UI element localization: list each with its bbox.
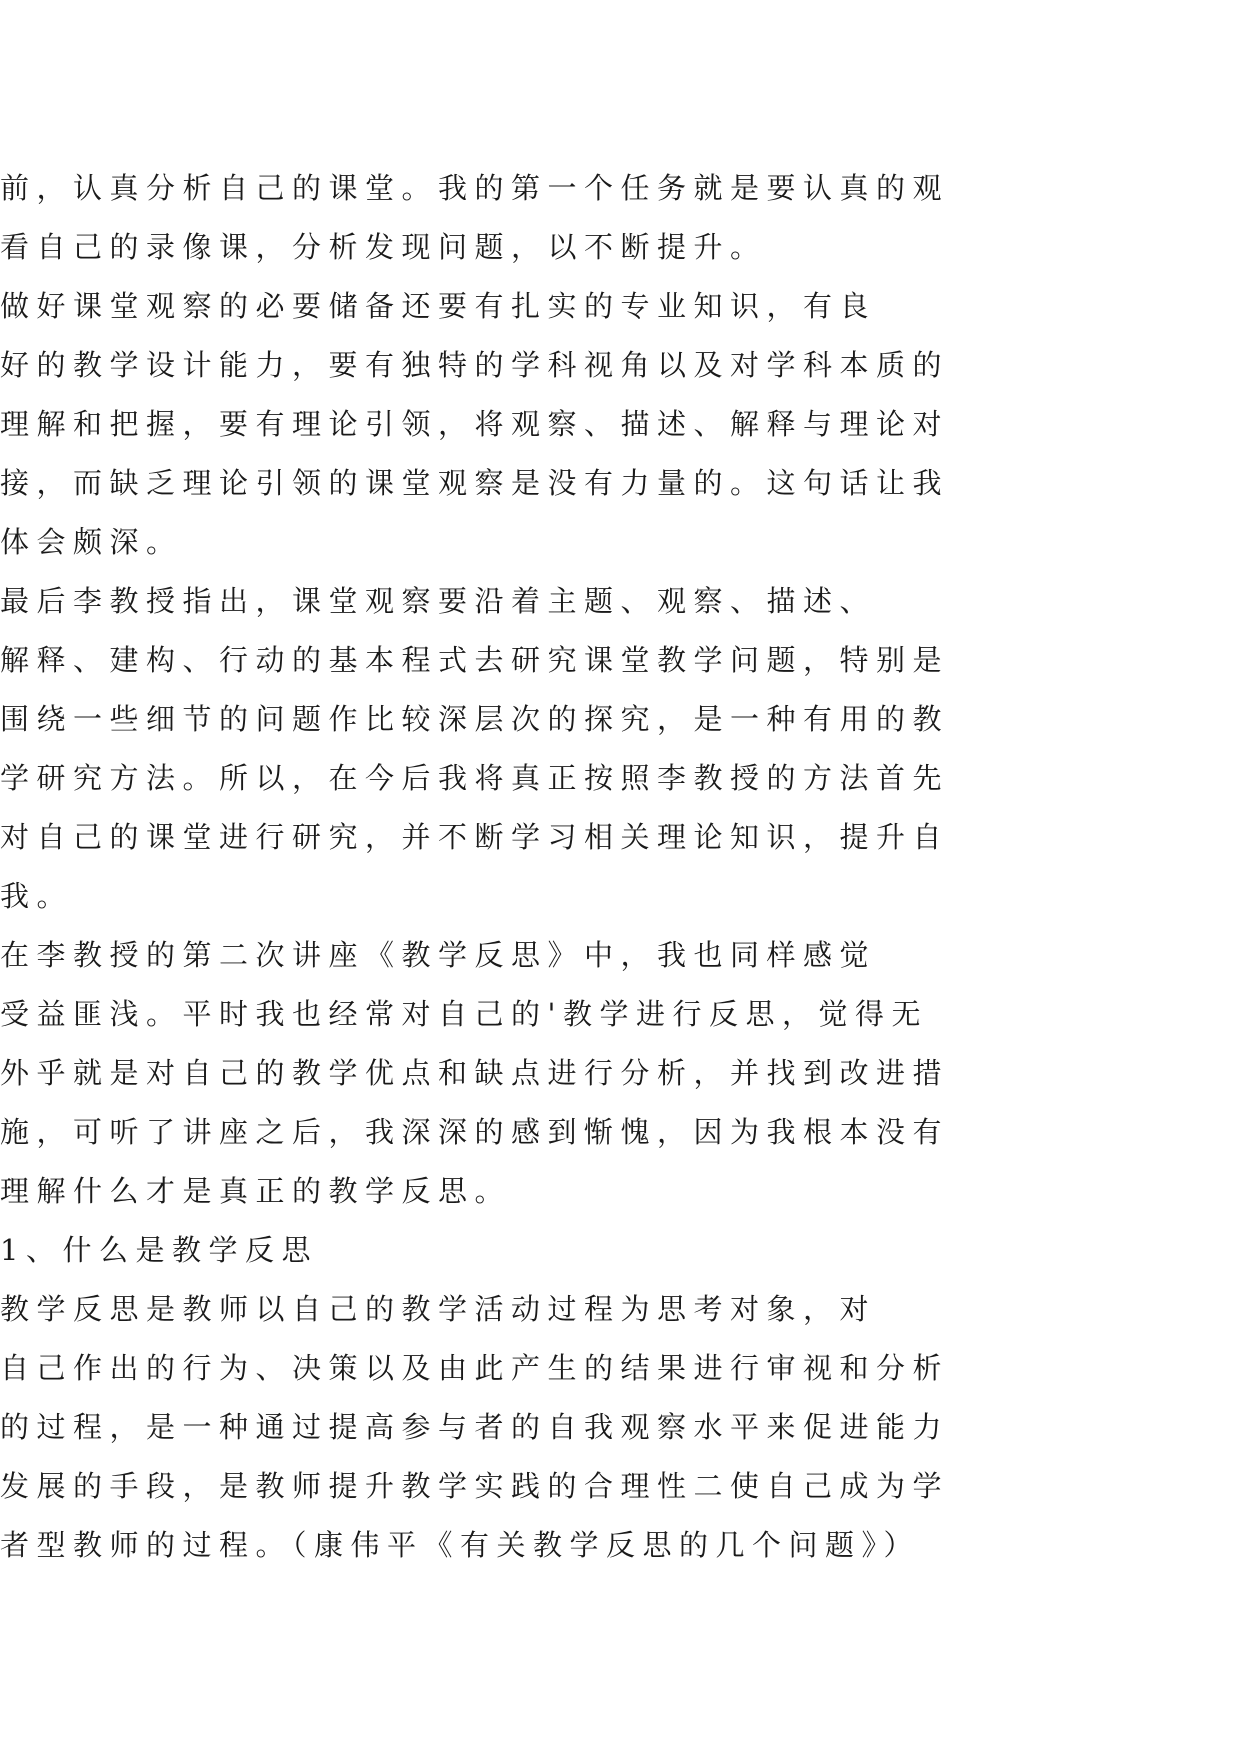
text-line — [0, 454, 1241, 513]
text-line — [0, 808, 1241, 867]
text-line-content: 学研究方法。所以，在今后我将真正按照李教授的方法首先 — [0, 761, 950, 795]
text-line-content: 做好课堂观察的必要储备还要有扎实的专业知识，有良 — [0, 289, 877, 323]
text-line-content: 理解和把握，要有理论引领，将观察、描述、解释与理论对 — [0, 407, 950, 441]
text-line-content: 自己作出的行为、决策以及由此产生的结果进行审视和分析 — [0, 1351, 950, 1385]
text-line — [0, 277, 1241, 336]
text-line — [0, 218, 1241, 277]
text-line-content: 解释、建构、行动的基本程式去研究课堂教学问题，特别是 — [0, 643, 950, 677]
text-line — [0, 513, 1241, 572]
text-line — [0, 749, 1241, 808]
text-line-content: 前，认真分析自己的课堂。我的第一个任务就是要认真的观 — [0, 171, 950, 205]
text-line — [0, 1280, 1241, 1339]
text-line — [0, 1162, 1241, 1221]
text-line-content: 者型教师的过程。（康伟平《有关教学反思的几个问题》） — [0, 1528, 921, 1562]
text-line — [0, 631, 1241, 690]
text-line-content: 接，而缺乏理论引领的课堂观察是没有力量的。这句话让我 — [0, 466, 950, 500]
text-line-content: 教学反思是教师以自己的教学活动过程为思考对象，对 — [0, 1292, 877, 1326]
text-line-content: 的过程，是一种通过提高参与者的自我观察水平来促进能力 — [0, 1410, 950, 1444]
text-line — [0, 159, 1241, 218]
text-line-content: 最后李教授指出，课堂观察要沿着主题、观察、描述、 — [0, 584, 877, 618]
text-line — [0, 985, 1241, 1044]
text-line — [0, 572, 1241, 631]
text-line — [0, 395, 1241, 454]
text-line — [0, 1044, 1241, 1103]
text-line — [0, 1398, 1241, 1457]
text-line — [0, 336, 1241, 395]
text-line-content: 看自己的录像课，分析发现问题，以不断提升。 — [0, 230, 767, 264]
text-line-content: 我。 — [0, 879, 74, 913]
text-line — [0, 1457, 1241, 1516]
text-line-content: 在李教授的第二次讲座《教学反思》中，我也同样感觉 — [0, 938, 877, 972]
text-line-content: 围绕一些细节的问题作比较深层次的探究，是一种有用的教 — [0, 702, 950, 736]
text-line — [0, 690, 1241, 749]
text-line — [0, 1103, 1241, 1162]
section-heading-text: 1、什么是教学反思 — [0, 1233, 318, 1267]
text-line — [0, 1516, 1241, 1575]
section-heading — [0, 1221, 1241, 1280]
text-line-content: 受益匪浅。平时我也经常对自己的'教学进行反思，觉得无 — [0, 997, 928, 1031]
text-line-content: 理解什么才是真正的教学反思。 — [0, 1174, 512, 1208]
text-line-content: 对自己的课堂进行研究，并不断学习相关理论知识，提升自 — [0, 820, 950, 854]
text-line — [0, 926, 1241, 985]
text-line-content: 体会颇深。 — [0, 525, 183, 559]
text-line — [0, 867, 1241, 926]
text-line-content: 发展的手段，是教师提升教学实践的合理性二使自己成为学 — [0, 1469, 950, 1503]
text-line-content: 好的教学设计能力，要有独特的学科视角以及对学科本质的 — [0, 348, 950, 382]
document-body — [0, 159, 1241, 1575]
text-line-content: 外乎就是对自己的教学优点和缺点进行分析，并找到改进措 — [0, 1056, 950, 1090]
text-line — [0, 1339, 1241, 1398]
text-line-content: 施，可听了讲座之后，我深深的感到惭愧，因为我根本没有 — [0, 1115, 950, 1149]
